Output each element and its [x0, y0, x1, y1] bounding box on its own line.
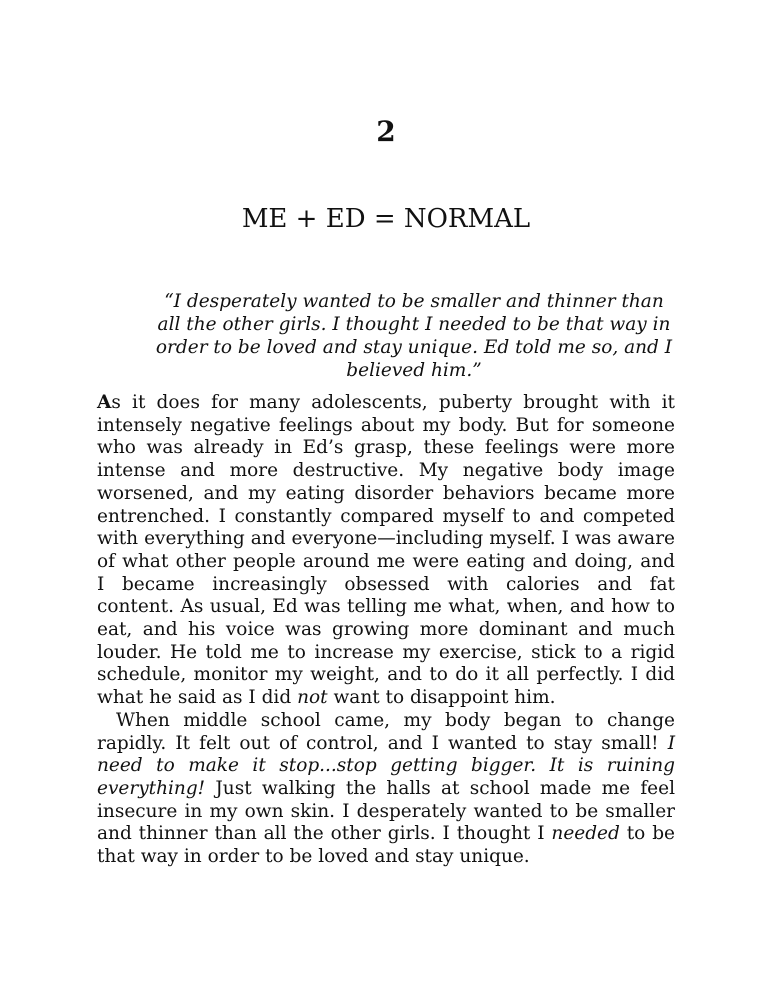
chapter-number: 2 [376, 115, 396, 148]
drop-letter: A [97, 392, 112, 413]
body-paragraph-1 [97, 392, 675, 710]
body-paragraph-2 [97, 710, 675, 869]
paragraph-2-text-a: When middle school came, my body began to change rapidly. It felt out of control, and I wanted to stay small! [97, 709, 675, 754]
paragraph-1-text-b: want to disappoint him. [327, 687, 556, 709]
chapter-body [97, 392, 675, 869]
epigraph-quote: “I desperately wanted to be smaller and thinner than all the other girls. I thought I needed to be that way in order to be loved and stay unique. Ed told me so, and I believed him.” [155, 291, 673, 381]
paragraph-2-text-b: Just walking the halls at school made me feel insecure in my own skin. I desperately wanted to be smaller and thinner than all the other girls. I thought I [97, 777, 675, 845]
paragraph-2-italic-thought: I need to make it stop...stop getting bigger. It is ruining everything! [97, 732, 675, 799]
paragraph-2-italic-needed: needed [551, 823, 620, 845]
chapter-title: ME + ED = NORMAL [241, 204, 531, 234]
paragraph-1-text-a: s it does for many adolescents, puberty brought with it intensely negative feelings about my body. But for someone who was already in Ed’s grasp, these feelings were more intense and more destructive. My negative body image worsened, and my eating disorder behaviors became more entrenched. I constantly compared myself to and competed with everything and everyone—including myself. I was aware of what other people around me were eating and doing, and I became increasingly obsessed with calories and fat content. As usual, Ed was telling me what, when, and how to eat, and his voice was growing more dominant and much louder. He told me to increase my exercise, stick to a rigid schedule, monitor my weight, and to do it all perfectly. I did what he said as I did [97, 392, 675, 709]
paragraph-1-emphasis: not [297, 687, 328, 709]
paragraph-2-text-c: to be that way in order to be loved and stay unique. [97, 823, 675, 868]
